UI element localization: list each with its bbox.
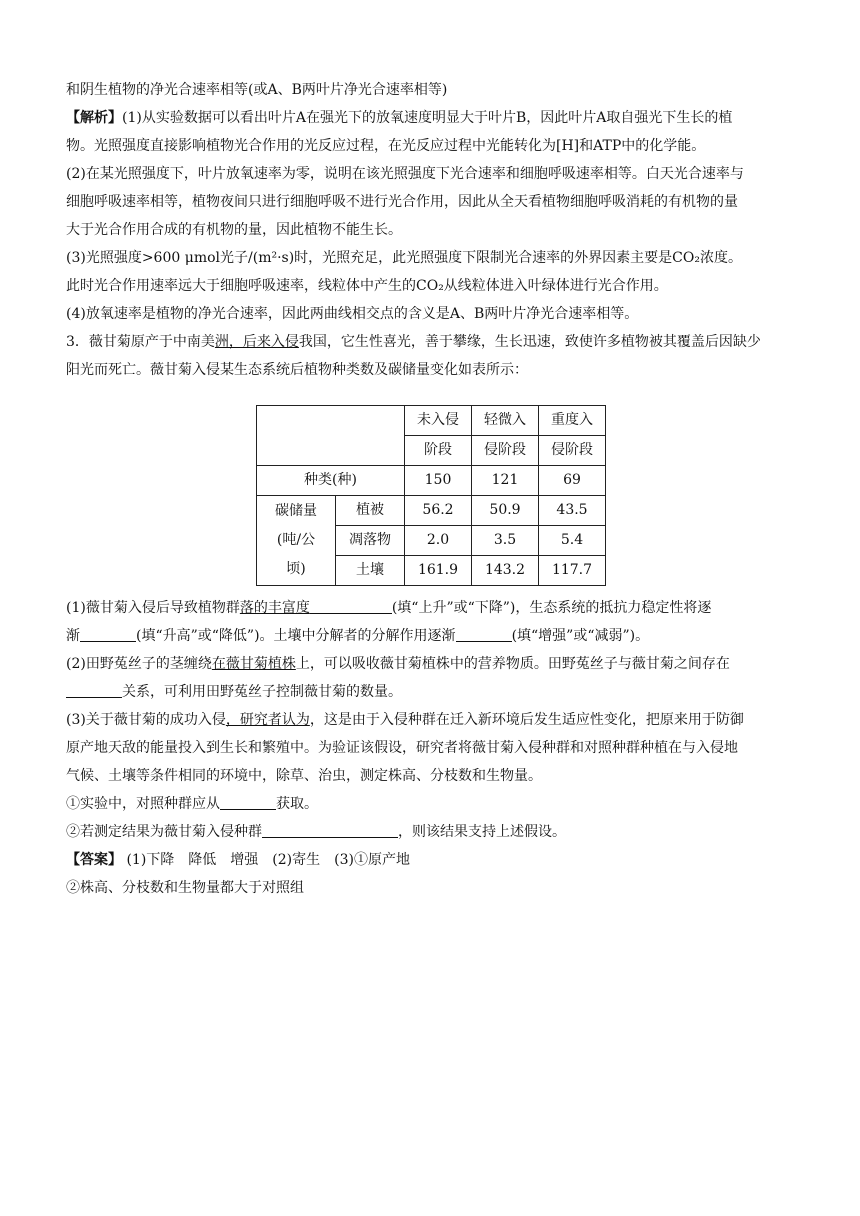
analysis-line: 此时光合作用速率远大于细胞呼吸速率，线粒体中产生的CO₂从线粒体进入叶绿体进行光合作用。	[66, 278, 668, 294]
answer-blank[interactable]	[310, 597, 392, 614]
text-line: 和阴生植物的净光合速率相等(或A、B两叶片净光合速率相等)	[66, 82, 448, 98]
question-text: 3．薇甘菊原产于中南美	[66, 334, 215, 350]
table-cell: 69	[539, 466, 606, 496]
question-line	[66, 678, 801, 706]
table-header-cell: 侵阶段	[539, 436, 606, 466]
analysis-line: (3)光照强度>600 μmol光子/(m²·s)时，光照充足，此光照强度下限制光合速率的外界因素主要是CO₂浓度。	[66, 250, 742, 266]
table-row-label: 植被	[336, 496, 405, 526]
question-text: (填“增强”或“减弱”)。	[511, 628, 650, 644]
table-header-cell: 轻微入	[472, 406, 539, 436]
table-row-label: 土壤	[336, 556, 405, 586]
analysis-line: 细胞呼吸速率相等，植物夜间只进行细胞呼吸不进行光合作用，因此从全天看植物细胞呼吸消耗的有机物的量	[66, 194, 738, 210]
table-cell: 150	[405, 466, 472, 496]
analysis-line: (2)在某光照强度下，叶片放氧速率为零，说明在该光照强度下光合速率和细胞呼吸速率相等。白天光合速率与	[66, 166, 744, 182]
table-cell: 121	[472, 466, 539, 496]
question-line	[66, 328, 801, 356]
table-group-label	[257, 496, 336, 586]
data-table	[256, 405, 606, 586]
answer-line: ②株高、分枝数和生物量都大于对照组	[66, 880, 304, 896]
question-line	[66, 790, 801, 818]
analysis-line: 物。光照强度直接影响植物光合作用的光反应过程，在光反应过程中光能转化为[H]和ATP中的化学能。	[66, 138, 706, 154]
question-line	[66, 706, 801, 734]
table-cell: 143.2	[472, 556, 539, 586]
answer-blank[interactable]	[66, 681, 122, 698]
table-row	[257, 496, 606, 526]
table-header-cell: 侵阶段	[472, 436, 539, 466]
underlined-text: 落的丰富度	[239, 600, 310, 616]
answer-text: (1)下降 降低 增强 (2)寄生 (3)①原产地	[122, 852, 410, 868]
table-cell: 3.5	[472, 526, 539, 556]
question-text: 上，可以吸收薇甘菊植株中的营养物质。田野菟丝子与薇甘菊之间存在	[295, 656, 730, 672]
table-cell: 56.2	[405, 496, 472, 526]
question-line: 原产地天敌的能量投入到生长和繁殖中。为验证该假设，研究者将薇甘菊入侵种群和对照种群种植在与入侵地	[66, 740, 738, 756]
table-row-label: 种类(种)	[257, 466, 405, 496]
question-text: ①实验中，对照种群应从	[66, 796, 220, 812]
table-cell: 2.0	[405, 526, 472, 556]
table-cell: 161.9	[405, 556, 472, 586]
table-cell: 50.9	[472, 496, 539, 526]
analysis-line: 大于光合作用合成的有机物的量，因此植物不能生长。	[66, 222, 402, 238]
table-cell: 43.5	[539, 496, 606, 526]
question-line	[66, 594, 801, 622]
question-text: (填“上升”或“下降”)，生态系统的抵抗力稳定性将逐	[391, 600, 712, 616]
table-header-cell: 重度入	[539, 406, 606, 436]
underlined-text: 在薇甘菊植株	[211, 656, 296, 672]
question-line	[66, 818, 801, 846]
question-line	[66, 622, 801, 650]
table-row-label: 凋落物	[336, 526, 405, 556]
question-text: 我国，它生性喜光，善于攀缘，生长迅速，致使许多植物被其覆盖后因缺少	[298, 334, 761, 350]
question-line	[66, 650, 801, 678]
question-text: (3)关于薇甘菊的成功入侵	[66, 712, 226, 728]
underlined-text: ，研究者认为	[225, 712, 310, 728]
question-line: 阳光而死亡。薇甘菊入侵某生态系统后植物种类数及碳储量变化如表所示：	[66, 362, 528, 378]
question-text: (1)薇甘菊入侵后导致植物群	[66, 600, 240, 616]
question-text: 获取。	[276, 796, 318, 812]
table-corner-cell	[257, 406, 405, 466]
question-text: (2)田野菟丝子的茎缠绕	[66, 656, 212, 672]
table-group-label-line: 顷)	[286, 561, 306, 577]
analysis-line	[66, 104, 801, 132]
answer-blank[interactable]	[220, 793, 276, 810]
underlined-text: 洲，后来入侵	[214, 334, 299, 350]
answer-blank[interactable]	[262, 821, 398, 838]
question-text: ，则该结果支持上述假设。	[398, 824, 566, 840]
table-group-label-line: 碳储量	[275, 503, 317, 519]
answer-blank[interactable]	[456, 625, 512, 642]
answer-line	[66, 846, 801, 874]
question-text: ②若测定结果为薇甘菊入侵种群	[66, 824, 262, 840]
table-group-label-line: (吨/公	[276, 532, 316, 548]
question-line: 气候、土壤等条件相同的环境中，除草、治虫，测定株高、分枝数和生物量。	[66, 768, 542, 784]
table-cell: 117.7	[539, 556, 606, 586]
question-text: 渐	[66, 628, 80, 644]
answer-label: 【答案】	[66, 852, 122, 868]
table-header-row	[257, 406, 606, 436]
answer-blank[interactable]	[80, 625, 136, 642]
question-text: (填“升高”或“降低”)。土壤中分解者的分解作用逐渐	[136, 628, 456, 644]
table-cell: 5.4	[539, 526, 606, 556]
analysis-text: (1)从实验数据可以看出叶片A在强光下的放氧速度明显大于叶片B，因此叶片A取自强光下生长的植	[122, 110, 733, 126]
table-header-cell: 阶段	[405, 436, 472, 466]
question-text: 关系，可利用田野菟丝子控制薇甘菊的数量。	[122, 684, 402, 700]
table-row	[257, 466, 606, 496]
table-header-cell: 未入侵	[405, 406, 472, 436]
analysis-line: (4)放氧速率是植物的净光合速率，因此两曲线相交点的含义是A、B两叶片净光合速率相等。	[66, 306, 639, 322]
analysis-label: 【解析】	[66, 110, 122, 126]
question-text: ，这是由于入侵种群在迁入新环境后发生适应性变化，把原来用于防御	[309, 712, 744, 728]
